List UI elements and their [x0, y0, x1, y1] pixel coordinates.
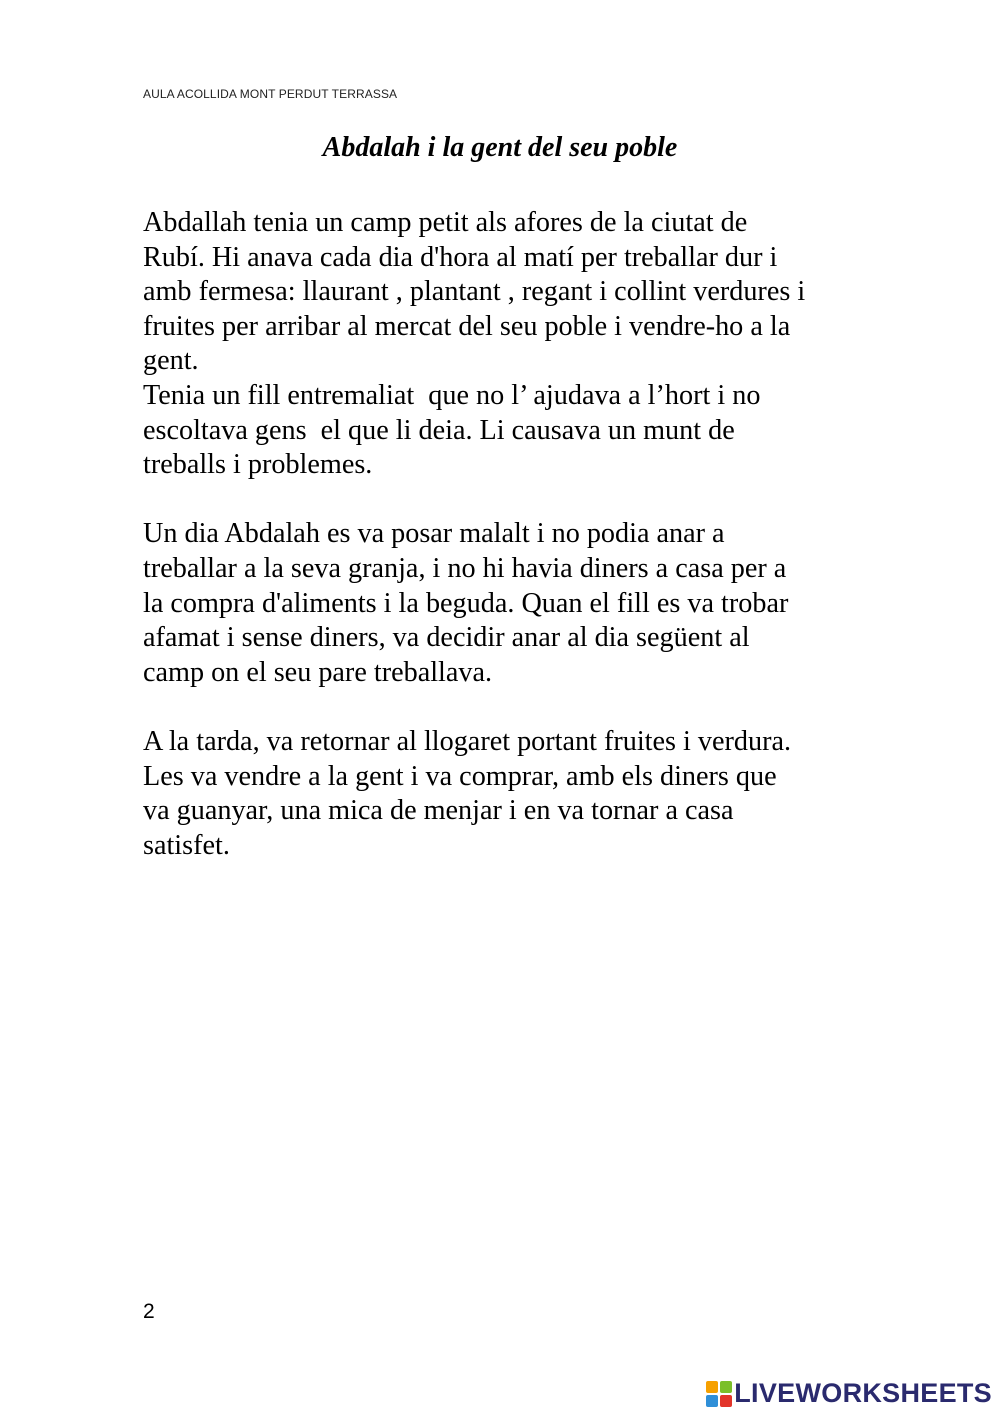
- text-line: A la tarda, va retornar al llogaret portant fruites i verdura.: [143, 725, 792, 757]
- text-line: va guanyar, una mica de menjar i en va tornar a casa: [143, 795, 734, 827]
- text-line: treballar a la seva granja, i no hi havia diners a casa per a: [143, 552, 787, 584]
- liveworksheets-brand: [706, 1378, 992, 1409]
- text-line: fruites per arribar al mercat del seu poble i vendre-ho a la: [143, 310, 791, 342]
- paragraph-3: [143, 725, 903, 863]
- text-line: Tenia un fill entremaliat que no l’ ajudava a l’hort i no: [143, 379, 761, 411]
- text-line: escoltava gens el que li deia. Li causava un munt de: [143, 414, 735, 446]
- text-line: satisfet.: [143, 829, 230, 861]
- logo-square: [706, 1381, 718, 1393]
- brand-wordmark: LIVEWORKSHEETS: [734, 1378, 992, 1408]
- text-line: amb fermesa: llaurant , plantant , regant i collint verdures i: [143, 276, 806, 308]
- text-line: Un dia Abdalah es va posar malalt i no podia anar a: [143, 518, 725, 550]
- text-line: camp on el seu pare treballava.: [143, 656, 493, 688]
- logo-square: [706, 1395, 718, 1407]
- paragraph-spacer: [143, 690, 903, 725]
- document-header: AULA ACOLLIDA MONT PERDUT TERRASSA: [143, 87, 398, 101]
- text-line: Les va vendre a la gent i va comprar, amb els diners que: [143, 760, 777, 792]
- text-line: Rubí. Hi anava cada dia d'hora al matí per treballar dur i: [143, 241, 778, 273]
- paragraph-1: [143, 206, 903, 483]
- story-body: [143, 206, 903, 863]
- liveworksheets-logo-icon: [706, 1381, 732, 1407]
- document-title: Abdalah i la gent del seu poble: [322, 132, 678, 163]
- text-line: Abdallah tenia un camp petit als afores de la ciutat de: [143, 207, 748, 238]
- page-number: 2: [143, 1300, 155, 1323]
- logo-square: [720, 1395, 732, 1407]
- paragraph-2: [143, 517, 903, 690]
- text-line: la compra d'aliments i la beguda. Quan el fill es va trobar: [143, 587, 789, 619]
- text-line: treballs i problemes.: [143, 449, 373, 481]
- logo-square: [720, 1381, 732, 1393]
- paragraph-spacer: [143, 483, 903, 518]
- text-line: afamat i sense diners, va decidir anar al dia següent al: [143, 622, 750, 654]
- text-line: gent.: [143, 345, 199, 377]
